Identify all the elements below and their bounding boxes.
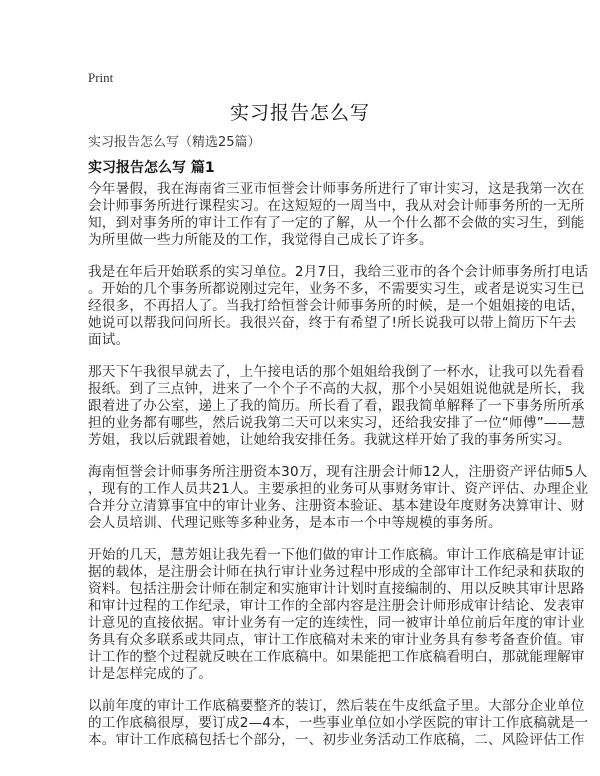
paragraph-5	[88, 547, 585, 683]
document-subtitle: 实习报告怎么写（精选25篇）	[88, 135, 261, 150]
text-line: ，现有的工作人员共21人。主要承担的业务可从事财务审计、资产评估、办理企业	[88, 481, 589, 497]
text-line: 以前年度的审计工作底稿要整齐的装订，然后装在牛皮纸盒子里。大部分企业单位	[88, 698, 585, 714]
print-label: Print	[88, 70, 114, 85]
text-line: 芳姐，我以后就跟着她，让她给我安排任务。我就这样开始了我的事务所实习。	[88, 432, 571, 448]
text-line: 据的载体，是注册会计师在执行审计业务过程中形成的全部审计工作纪录和获取的	[88, 564, 585, 580]
article-body	[88, 181, 589, 764]
text-line: 今年暑假，我在海南省三亚市恒誉会计师事务所进行了审计实习，这是我第一次在	[88, 181, 585, 197]
text-line: 的工作底稿很厚，要订成2—4本，一些事业单位如小学医院的审计工作底稿就是一	[88, 715, 589, 731]
text-line: 计工作的整个过程就反映在工作底稿中。如果能把工作底稿看明白，那就能理解审	[88, 649, 585, 665]
text-line: 那天下午我很早就去了，上午接电话的那个姐姐给我倒了一杯水，让我可以先看看	[88, 364, 585, 380]
text-line: 知，到对事务所的审计工作有了一定的了解，从一个什么都不会做的实习生，到能	[88, 215, 585, 231]
paragraph-2	[88, 264, 589, 349]
paragraph-1	[88, 181, 585, 249]
text-line: 为所里做一些力所能及的工作，我觉得自己成长了许多。	[88, 232, 433, 248]
text-line: 经很多，不再招人了。当我打给恒誉会计师事务所的时候，是一个姐姐接的电话，	[88, 298, 585, 314]
text-line: 资料。包括注册会计师在制定和实施审计计划时直接编制的、用以反映其审计思路	[88, 581, 585, 597]
text-line: 报纸。到了三点钟，进来了一个个子不高的大叔，那个小吴姐姐说他就是所长，我	[88, 381, 585, 397]
paragraph-4	[88, 464, 589, 532]
text-line: 会人员培训、代理记账等多种业务，是本市一个中等规模的事务所。	[88, 515, 502, 531]
section-heading: 实习报告怎么写 篇1	[88, 160, 215, 176]
text-line: 面试。	[88, 332, 130, 348]
text-line: 计是怎样完成的了。	[88, 666, 213, 682]
paragraph-3	[88, 364, 586, 449]
text-line: 和审计过程的工作纪录，审计工作的全部内容是注册会计师形成审计结论、发表审	[88, 598, 585, 614]
text-line: 合并分立清算事宜中的审计业务、注册资本验证、基本建设年度财务决算审计、财	[88, 498, 585, 514]
text-line: 会计师事务所进行课程实习。在这短短的一周当中，我从对会计师事务所的一无所	[88, 198, 585, 214]
paragraph-6	[88, 698, 589, 749]
text-line: 计意见的直接依据。审计业务有一定的连续性，同一被审计单位前后年度的审计业	[88, 615, 585, 631]
text-line: 开始的几天，慧芳姐让我先看一下他们做的审计工作底稿。审计工作底稿是审计证	[88, 547, 585, 563]
text-line: 务具有众多联系或共同点，审计工作底稿对未来的审计业务具有参考备查价值。审	[88, 632, 585, 648]
text-line: 。开始的几个事务所都说刚过完年，业务不多，不需要实习生，或者是说实习生已	[88, 281, 585, 297]
text-line: 本。审计工作底稿包括七个部分，一、初步业务活动工作底稿，二、风险评估工作	[88, 732, 585, 748]
text-line: 海南恒誉会计师事务所注册资本30万，现有注册会计师12人，注册资产评估师5人	[88, 464, 588, 480]
text-line: 担的业务都有哪些，然后说我第二天可以来实习，还给我安排了一位“师傅”——慧	[88, 415, 586, 431]
text-line: 她说可以帮我问问所长。我很兴奋，终于有希望了!所长说我可以带上简历下午去	[88, 315, 577, 331]
document-title: 实习报告怎么写	[229, 102, 370, 124]
text-line: 我是在年后开始联系的实习单位。2月7日，我给三亚市的各个会计师事务所打电话	[88, 264, 589, 280]
text-line: 跟着进了办公室，递上了我的简历。所长看了看，跟我简单解释了一下事务所所承	[88, 398, 585, 414]
